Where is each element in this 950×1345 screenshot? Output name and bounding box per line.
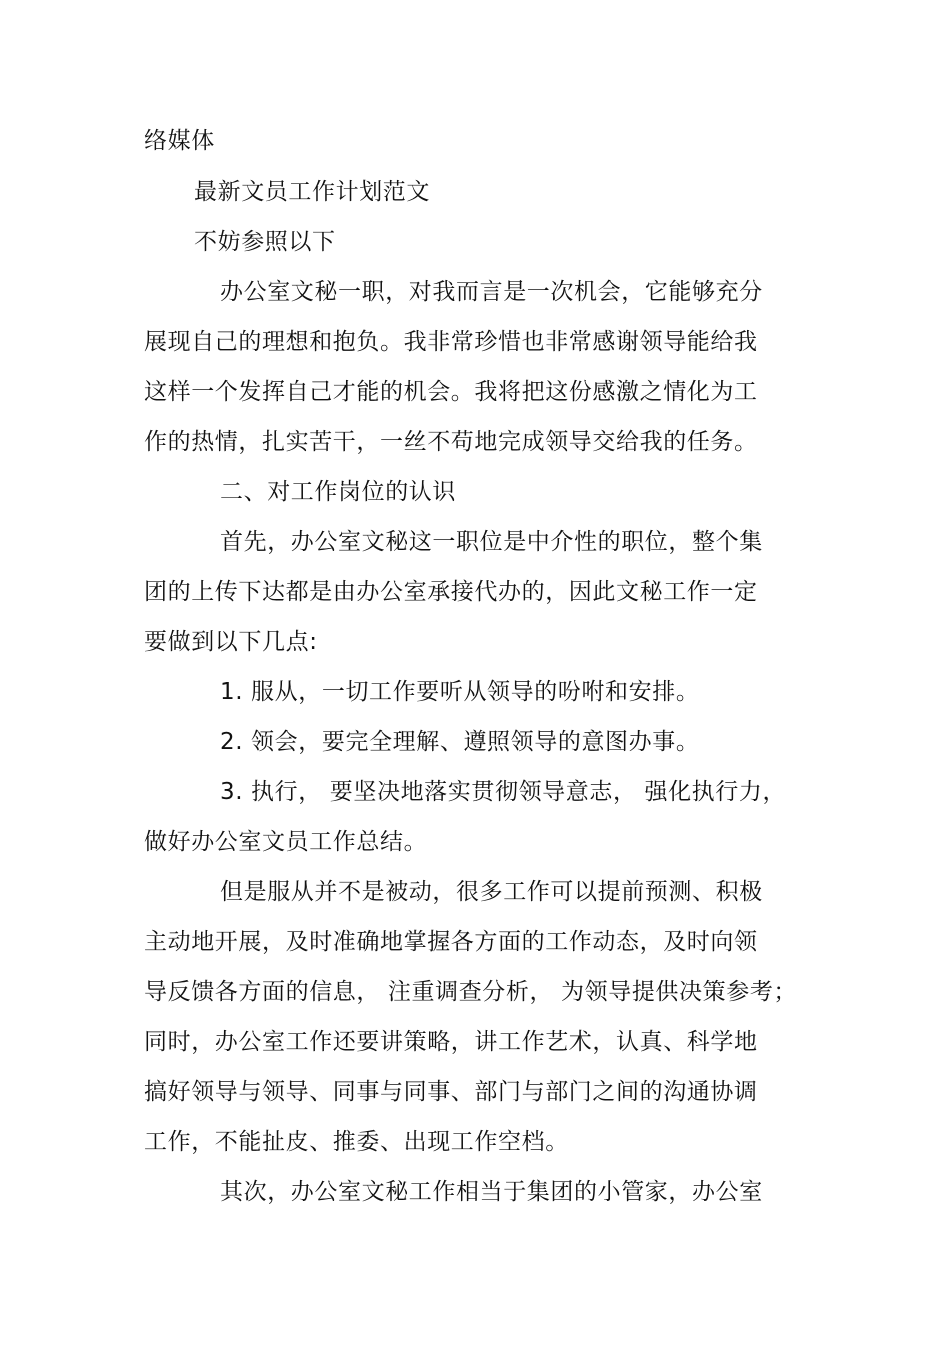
paragraph-line: 其次，办公室文秘工作相当于集团的小管家，办公室 (220, 1179, 763, 1205)
paragraph-line: 导反馈各方面的信息， 注重调查分析， 为领导提供决策参考； (144, 979, 798, 1005)
paragraph-line: 首先，办公室文秘这一职位是中介性的职位，整个集 (220, 529, 763, 555)
paragraph-line: 主动地开展，及时准确地掌握各方面的工作动态，及时向领 (144, 929, 758, 955)
paragraph-line: 展现自己的理想和抱负。我非常珍惜也非常感谢领导能给我 (144, 329, 758, 355)
document-title: 最新文员工作计划范文 (194, 179, 430, 205)
paragraph-line: 办公室文秘一职，对我而言是一次机会，它能够充分 (220, 279, 763, 305)
paragraph-line: 做好办公室文员工作总结。 (144, 829, 428, 855)
list-item: 1. 服从，一切工作要听从领导的吩咐和安排。 (220, 679, 700, 705)
section-heading: 二、对工作岗位的认识 (220, 479, 456, 505)
paragraph-line: 搞好领导与领导、同事与同事、部门与部门之间的沟通协调 (144, 1079, 758, 1105)
paragraph-line: 要做到以下几点: (144, 629, 318, 655)
paragraph-line: 作的热情，扎实苦干，一丝不苟地完成领导交给我的任务。 (144, 429, 758, 455)
paragraph-line: 同时，办公室工作还要讲策略，讲工作艺术，认真、科学地 (144, 1029, 758, 1055)
list-item: 2. 领会，要完全理解、遵照领导的意图办事。 (220, 729, 700, 755)
paragraph-line: 团的上传下达都是由办公室承接代办的，因此文秘工作一定 (144, 579, 758, 605)
paragraph-line: 这样一个发挥自己才能的机会。我将把这份感激之情化为工 (144, 379, 758, 405)
list-item: 3. 执行， 要坚决地落实贯彻领导意志， 强化执行力， (220, 779, 787, 805)
paragraph-line: 但是服从并不是被动，很多工作可以提前预测、积极 (220, 879, 763, 905)
paragraph-line: 工作，不能扯皮、推委、出现工作空档。 (144, 1129, 569, 1155)
text-line: 络媒体 (144, 128, 215, 154)
text-line: 不妨参照以下 (194, 229, 336, 255)
